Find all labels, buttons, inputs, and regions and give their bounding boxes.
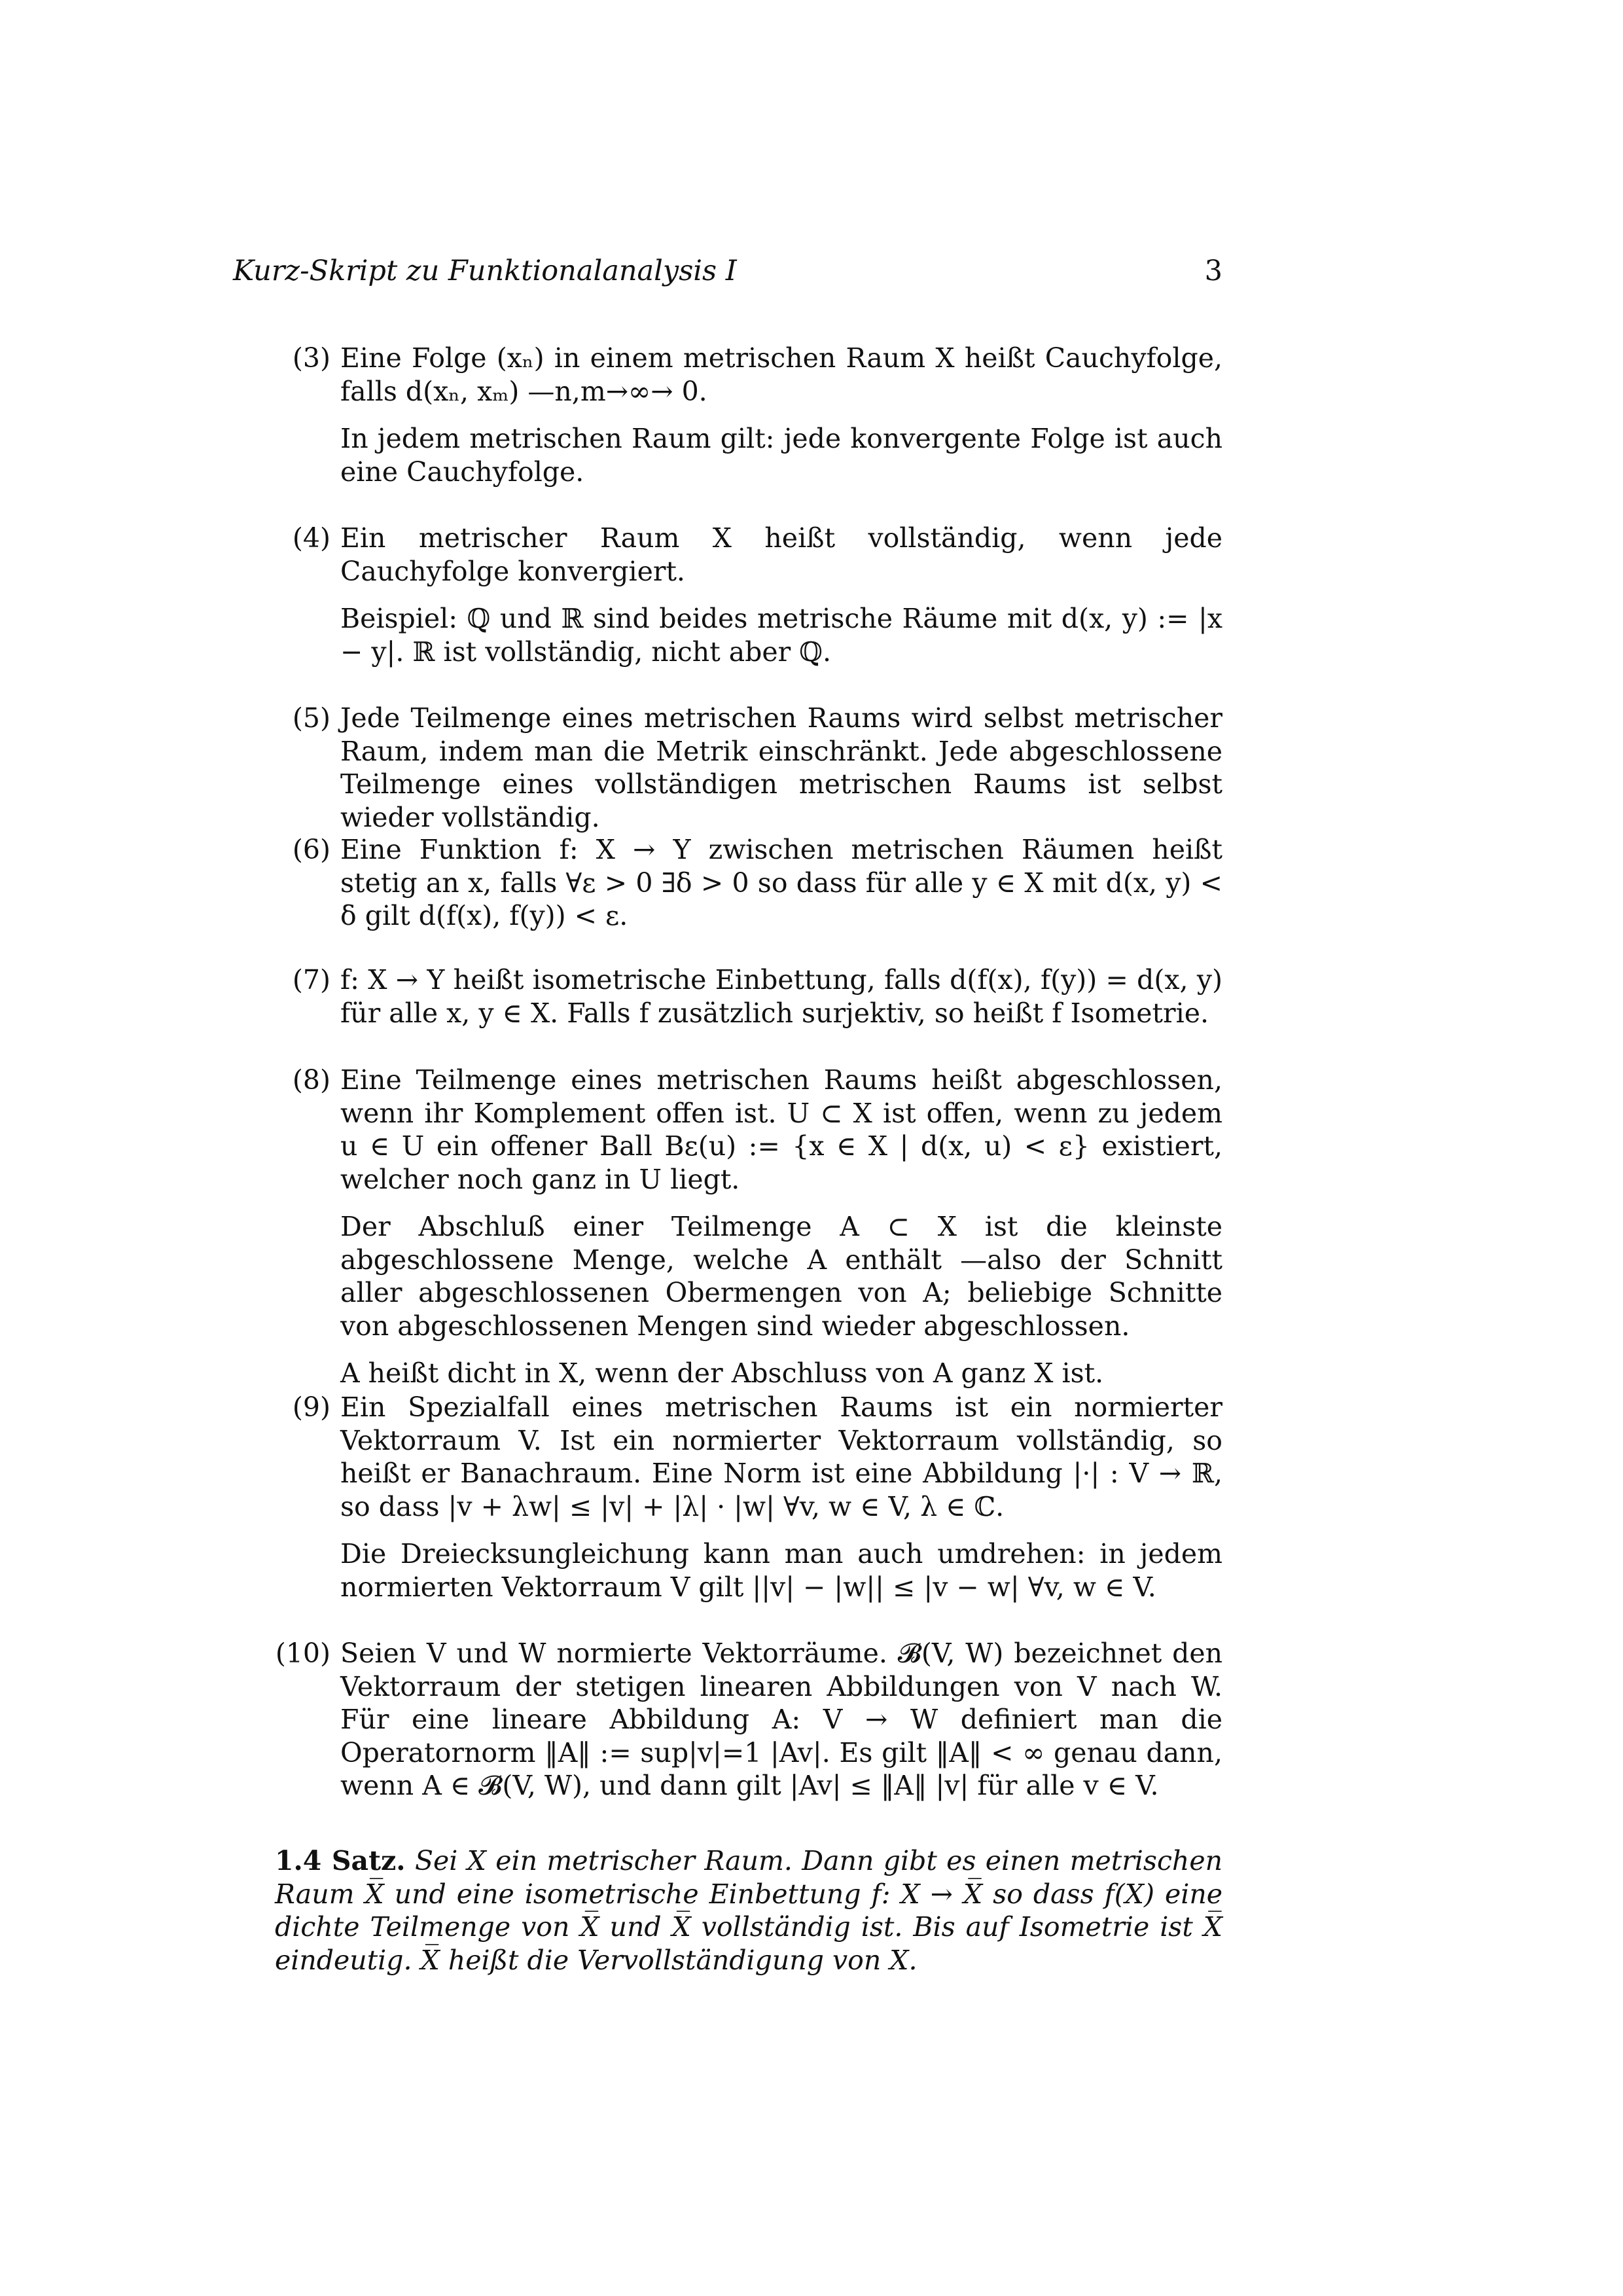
page-number: 3 [1204,255,1222,287]
item-paragraph: A heißt dicht in X, wenn der Abschluss von A ganz X ist. [340,1357,1104,1389]
item-paragraph: Der Abschluß einer Teilmenge A ⊂ X ist die kleinste abgeschlossene Menge, welche A enthält —also der Schnitt aller abgeschlossenen Obermengen von A; beliebige Schnitte von abgeschlossenen Mengen sind wieder abgeschlossen. [340,1211,1222,1342]
list-item-6 [292,833,1222,933]
theorem-block [275,1844,1222,1977]
item-paragraph: Eine Funktion f: X → Y zwischen metrischen Räumen heißt stetig an x, falls ∀ε > 0 ∃δ > 0 so dass für alle y ∈ X mit d(x, y) < δ gilt d(f(x), f(y)) < ε. [340,834,1222,931]
theorem-statement: Sei X ein metrischer Raum. Dann gibt es einen metrischen Raum X̅ und eine isometrische Einbettung f: X → X̅ so dass f(X) eine dichte Teilmenge von X̅ und X̅ vollständig ist. Bis auf Isometrie ist X̅ eindeutig. X̅ heißt die Vervollständigung von X. [275,1845,1222,1976]
item-paragraph: Jede Teilmenge eines metrischen Raums wird selbst metrischer Raum, indem man die Metrik einschränkt. Jede abgeschlossene Teilmenge eines vollständigen metrischen Raums ist selbst wieder vollständig. [340,702,1222,833]
item-paragraph: Eine Teilmenge eines metrischen Raums heißt abgeschlossen, wenn ihr Komplement offen ist. U ⊂ X ist offen, wenn zu jedem u ∈ U ein offener Ball Bε(u) := {x ∈ X | d(x, u) < ε} existiert, welcher noch ganz in U liegt. [340,1064,1222,1195]
item-number: (5) [292,702,330,734]
item-paragraph: Beispiel: ℚ und ℝ sind beides metrische Räume mit d(x, y) := |x − y|. ℝ ist vollständig, nicht aber ℚ. [340,603,1222,668]
item-number: (9) [292,1391,330,1423]
list-item-5 [292,702,1222,834]
item-paragraph: In jedem metrischen Raum gilt: jede konvergente Folge ist auch eine Cauchyfolge. [340,423,1222,488]
item-number: (3) [292,342,330,374]
running-header [233,251,1222,291]
list-item-10 [275,1637,1222,1803]
item-paragraph: Ein metrischer Raum X heißt vollständig, wenn jede Cauchyfolge konvergiert. [340,522,1222,587]
item-number: (8) [292,1064,330,1096]
running-title: Kurz-Skript zu Funktionalanalysis I [233,255,737,287]
list-item-9 [292,1391,1222,1604]
item-number: (4) [292,522,330,554]
list-item-7 [292,963,1222,1030]
item-paragraph: Seien V und W normierte Vektorräume. 𝓑(V, W) bezeichnet den Vektorraum der stetigen linearen Abbildungen von V nach W. Für eine lineare Abbildung A: V → W definiert man die Operatornorm ‖A‖ := sup|v|=1 |Av|. Es gilt ‖A‖ < ∞ genau dann, wenn A ∈ 𝓑(V, W), und dann gilt |Av| ≤ ‖A‖ |v| für alle v ∈ V. [340,1638,1222,1801]
theorem-label: 1.4 Satz. [275,1845,406,1876]
list-item-3 [292,342,1222,488]
item-number: (6) [292,834,330,865]
item-number: (10) [275,1638,330,1669]
item-paragraph: Die Dreiecksungleichung kann man auch umdrehen: in jedem normierten Vektorraum V gilt ||v| − |w|| ≤ |v − w| ∀v, w ∈ V. [340,1538,1222,1603]
item-number: (7) [292,964,330,996]
item-paragraph: Eine Folge (xₙ) in einem metrischen Raum X heißt Cauchyfolge, falls d(xₙ, xₘ) —n,m→∞→ 0. [340,342,1222,407]
item-paragraph: f: X → Y heißt isometrische Einbettung, falls d(f(x), f(y)) = d(x, y) für alle x, y ∈ X. Falls f zusätzlich surjektiv, so heißt f Isometrie. [340,964,1222,1029]
list-item-8 [292,1064,1222,1390]
list-item-4 [292,522,1222,668]
item-paragraph: Ein Spezialfall eines metrischen Raums ist ein normierter Vektorraum V. Ist ein normierter Vektorraum vollständig, so heißt er Banachraum. Eine Norm ist eine Abbildung |·| : V → ℝ, so dass |v + λw| ≤ |v| + |λ| · |w| ∀v, w ∈ V, λ ∈ ℂ. [340,1391,1222,1522]
